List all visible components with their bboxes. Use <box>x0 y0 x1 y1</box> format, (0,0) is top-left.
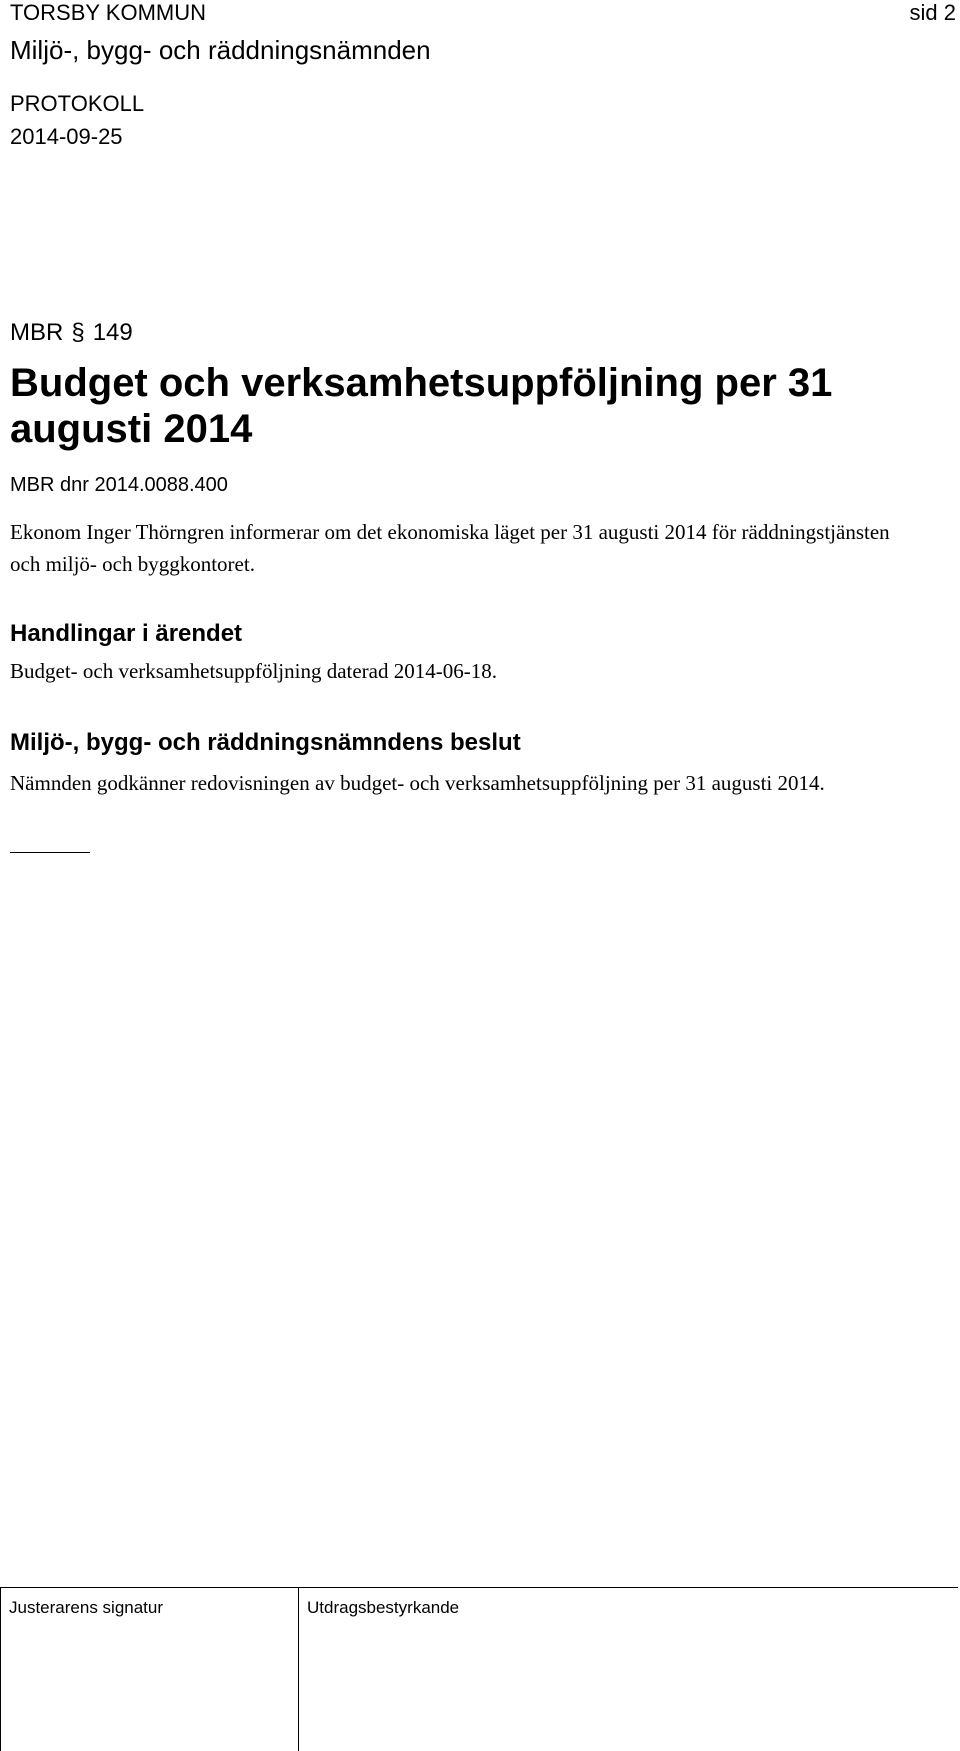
item-prefix: MBR <box>10 319 64 346</box>
signature-label: Justerarens signatur <box>9 1598 164 1617</box>
item-reference <box>10 318 133 348</box>
page-number: sid 2 <box>909 0 956 25</box>
case-number: MBR dnr 2014.0088.400 <box>10 474 228 496</box>
end-rule-divider <box>10 852 90 853</box>
meeting-date: 2014-09-25 <box>10 124 123 149</box>
organization-name: TORSBY KOMMUN <box>10 0 206 25</box>
extract-label: Utdragsbestyrkande <box>307 1598 460 1617</box>
paragraph-sign-icon: § <box>71 319 85 346</box>
decision-heading: Miljö-, bygg- och räddningsnämndens beslut <box>10 729 521 756</box>
item-title: Budget och verksamhetsuppföljning per 31 augusti 2014 <box>10 361 833 451</box>
item-number: 149 <box>92 319 133 346</box>
extract-certification-box <box>299 1588 956 1751</box>
documents-text: Budget- och verksamhetsuppföljning daterad 2014-06-18. <box>10 659 497 683</box>
intro-paragraph: Ekonom Inger Thörngren informerar om det ekonomiska läget per 31 augusti 2014 för räddningstjänsten och miljö- och byggkontoret. <box>10 520 890 576</box>
documents-heading: Handlingar i ärendet <box>10 620 243 647</box>
signature-box <box>0 1588 299 1751</box>
document-type: PROTOKOLL <box>10 91 145 116</box>
decision-text: Nämnden godkänner redovisningen av budget- och verksamhetsuppföljning per 31 augusti 2014. <box>10 771 825 795</box>
committee-name: Miljö-, bygg- och räddningsnämnden <box>10 35 431 65</box>
signature-footer <box>0 1587 958 1751</box>
